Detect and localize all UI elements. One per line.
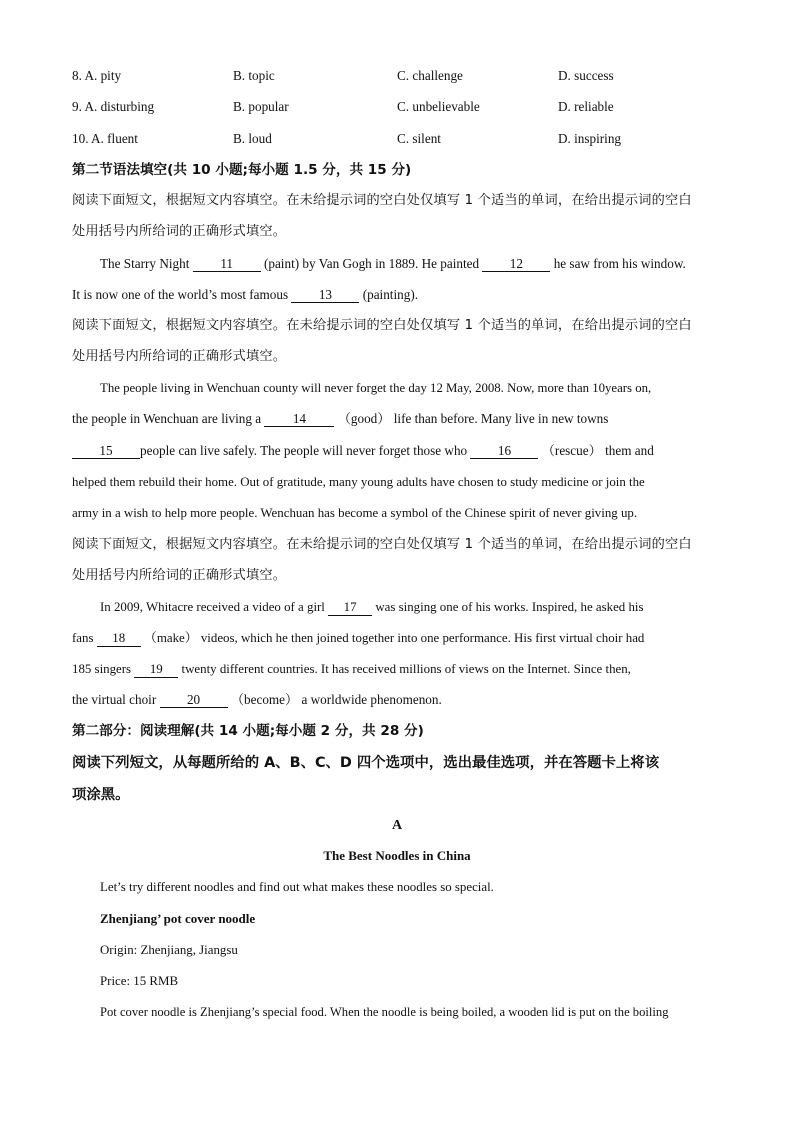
text-run: （good） life than before. Many live in new towns — [334, 411, 609, 426]
option-d: D. success — [558, 68, 614, 83]
text-run: In 2009, Whitacre received a video of a girl — [100, 600, 329, 614]
option-a: 10. A. fluent — [72, 131, 138, 146]
text-run: (painting). — [359, 287, 419, 302]
option-c: C. unbelievable — [397, 99, 480, 114]
passage-line: helped them rebuild their home. Out of gratitude, many young adults have chosen to study medicine or join the — [72, 475, 645, 489]
blank-16[interactable]: 16 — [470, 443, 538, 459]
passage-line — [100, 597, 722, 617]
instruction-line: 处用括号内所给词的正确形式填空。 — [72, 349, 287, 364]
blank-15[interactable]: 15 — [72, 443, 140, 459]
part-heading: 第二部分：阅读理解(共 14 小题;每小题 2 分，共 28 分) — [72, 723, 424, 739]
text-run: twenty different countries. It has received millions of views on the Internet. Since then, — [178, 662, 631, 676]
text-run: the people in Wenchuan are living a — [72, 411, 265, 426]
option-c: C. challenge — [397, 68, 463, 83]
text-run: fans — [72, 631, 97, 645]
option-a: 8. A. pity — [72, 68, 122, 83]
text-run: 185 singers — [72, 662, 135, 676]
passage-line: army in a wish to help more people. Wenchuan has become a symbol of the Chinese spirit of never giving up. — [72, 506, 638, 520]
passage-line — [72, 441, 722, 461]
text-run: was singing one of his works. Inspired, he asked his — [372, 600, 644, 614]
passage-line — [100, 254, 722, 274]
text-run: people can live safely. The people will never forget those who — [140, 443, 471, 458]
option-d: D. inspiring — [558, 131, 622, 146]
text-run: The Starry Night — [100, 256, 193, 271]
passage-line — [72, 628, 722, 648]
part-instruction: 阅读下列短文，从每题所给的 A、B、C、D 四个选项中，选出最佳选项，并在答题卡上将该 — [72, 755, 660, 771]
item-description: Pot cover noodle is Zhenjiang’s special food. When the noodle is being boiled, a wooden lid is put on the boiling — [100, 1005, 669, 1019]
passage-line — [72, 285, 722, 305]
item-title: Zhenjiang’ pot cover noodle — [100, 911, 256, 926]
text-run: the virtual choir — [72, 692, 160, 707]
option-d: D. reliable — [558, 99, 614, 114]
text-run: (paint) by Van Gogh in 1889. He painted — [260, 256, 483, 271]
option-c: C. silent — [397, 131, 441, 146]
section-heading: 第二节语法填空(共 10 小题;每小题 1.5 分，共 15 分) — [72, 162, 412, 178]
blank-12[interactable]: 12 — [482, 256, 550, 272]
text-run: It is now one of the world’s most famous — [72, 287, 292, 302]
blank-19[interactable]: 19 — [134, 662, 178, 678]
blank-20[interactable]: 20 — [160, 692, 228, 708]
blank-11[interactable]: 11 — [193, 256, 261, 272]
passage-line: The people living in Wenchuan county will never forget the day 12 May, 2008. Now, more than 10years on, — [100, 381, 652, 395]
passage-line — [72, 659, 722, 679]
option-a: 9. A. disturbing — [72, 99, 155, 114]
passage-line — [72, 409, 722, 429]
passage-letter: A — [391, 818, 403, 833]
blank-14[interactable]: 14 — [264, 411, 334, 427]
options-row-9 — [72, 97, 722, 117]
instruction-line: 阅读下面短文，根据短文内容填空。在未给提示词的空白处仅填写 1 个适当的单词，在给出提示词的空白 — [72, 537, 692, 552]
blank-13[interactable]: 13 — [291, 287, 359, 303]
options-row-8 — [72, 66, 722, 86]
instruction-line: 处用括号内所给词的正确形式填空。 — [72, 224, 287, 239]
passage-title: The Best Noodles in China — [323, 848, 471, 863]
instruction-line: 处用括号内所给词的正确形式填空。 — [72, 568, 287, 583]
option-b: B. popular — [233, 99, 289, 114]
blank-17[interactable]: 17 — [328, 600, 372, 616]
passage-line — [72, 690, 722, 710]
blank-18[interactable]: 18 — [97, 631, 141, 647]
text-run: （become） a worldwide phenomenon. — [227, 692, 442, 707]
option-b: B. loud — [233, 131, 272, 146]
text-run: he saw from his window. — [550, 256, 686, 271]
instruction-line: 阅读下面短文，根据短文内容填空。在未给提示词的空白处仅填写 1 个适当的单词，在给出提示词的空白 — [72, 193, 692, 208]
passage-intro: Let’s try different noodles and find out what makes these noodles so special. — [100, 880, 494, 894]
item-origin: Origin: Zhenjiang, Jiangsu — [100, 943, 238, 957]
text-run: （rescue） them and — [538, 443, 654, 458]
part-instruction: 项涂黑。 — [72, 787, 130, 803]
option-b: B. topic — [233, 68, 275, 83]
instruction-line: 阅读下面短文，根据短文内容填空。在未给提示词的空白处仅填写 1 个适当的单词，在给出提示词的空白 — [72, 318, 692, 333]
text-run: （make） videos, which he then joined together into one performance. His first virtual choir had — [140, 631, 645, 645]
item-price: Price: 15 RMB — [100, 974, 179, 988]
options-row-10 — [72, 129, 722, 149]
